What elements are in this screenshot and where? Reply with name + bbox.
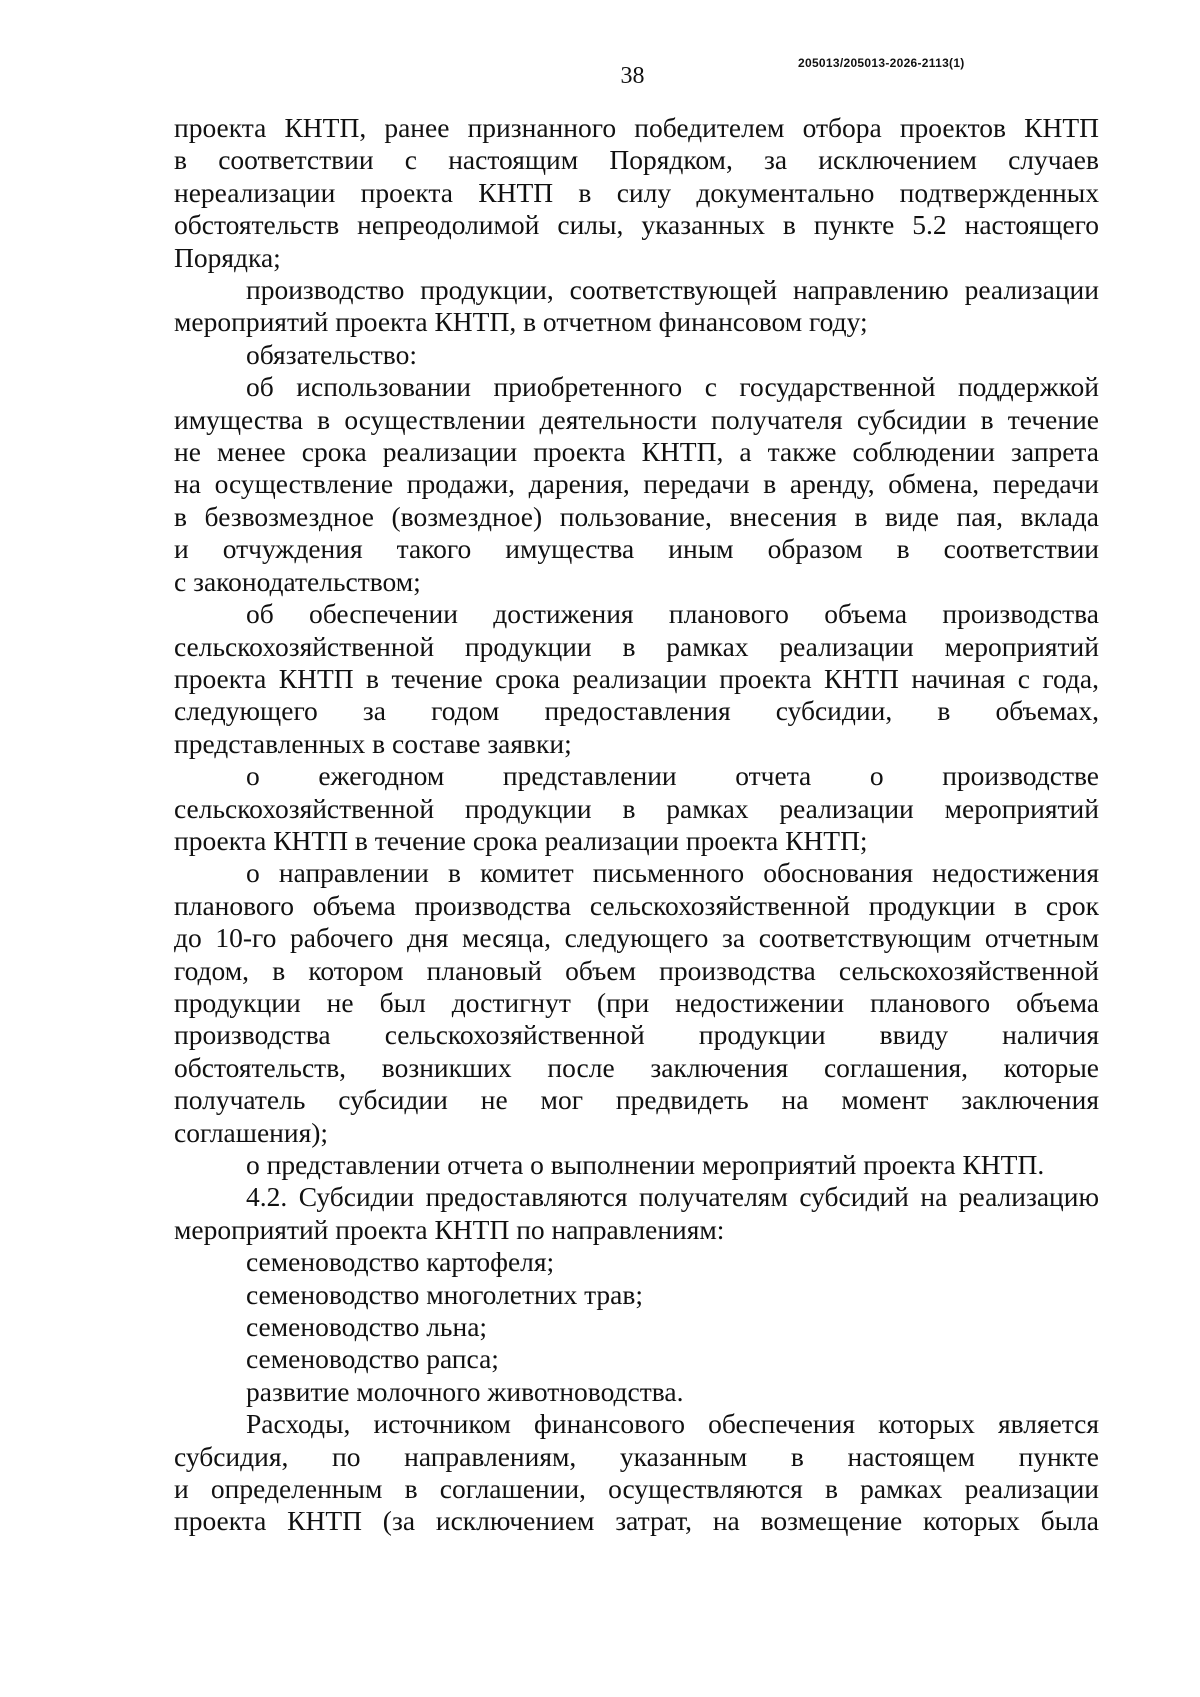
paragraph-15-line-3: и определенным в соглашении, осуществляются в рамках реализации [174, 1473, 1099, 1505]
paragraph-6-line-2: сельскохозяйственной продукции в рамках реализации мероприятий [174, 792, 1099, 824]
paragraph-7-line-4: годом, в котором плановый объем производства сельскохозяйственной [174, 954, 1099, 986]
paragraph-5-line-3: проекта КНТП в течение срока реализации проекта КНТП начиная с года, [174, 662, 1099, 694]
paragraph-9-line-2: мероприятий проекта КНТП по направлениям: [174, 1213, 725, 1245]
paragraph-4-line-2: имущества в осуществлении деятельности получателя субсидии в течение [174, 403, 1099, 435]
paragraph-14-line-1: развитие молочного животноводства. [246, 1375, 684, 1407]
paragraph-4-line-5: в безвозмездное (возмездное) пользование, внесения в виде пая, вклада [174, 500, 1099, 532]
paragraph-1-line-1: проекта КНТП, ранее признанного победителем отбора проектов КНТП [174, 112, 1099, 143]
paragraph-7-line-9: соглашения); [174, 1116, 329, 1148]
paragraph-12-line-1: семеноводство льна; [246, 1311, 488, 1343]
page-number: 38 [620, 63, 645, 89]
paragraph-1-line-3: нереализации проекта КНТП в силу документально подтвержденных [174, 176, 1099, 208]
paragraph-4-line-3: не менее срока реализации проекта КНТП, а также соблюдении запрета [174, 436, 1099, 468]
paragraph-7-line-8: получатель субсидии не мог предвидеть на момент заключения [174, 1084, 1099, 1116]
paragraph-2-line-1: производство продукции, соответствующей направлению реализации [246, 274, 1099, 306]
paragraph-9-line-1: 4.2. Субсидии предоставляются получателям субсидий на реализацию [246, 1181, 1099, 1213]
paragraph-7-line-1: о направлении в комитет письменного обоснования недостижения [246, 857, 1099, 889]
paragraph-1-line-5: Порядка; [174, 241, 281, 273]
paragraph-15-line-4: проекта КНТП (за исключением затрат, на возмещение которых была [174, 1505, 1099, 1537]
paragraph-1-line-2: в соответствии с настоящим Порядком, за исключением случаев [174, 144, 1099, 176]
paragraph-10-line-1: семеноводство картофеля; [246, 1246, 555, 1278]
paragraph-2-line-2: мероприятий проекта КНТП, в отчетном финансовом году; [174, 306, 868, 338]
paragraph-6-line-3: проекта КНТП в течение срока реализации проекта КНТП; [174, 824, 868, 856]
paragraph-4-line-6: и отчуждения такого имущества иным образом в соответствии [174, 533, 1099, 565]
paragraph-15-line-2: субсидия, по направлениям, указанным в настоящем пункте [174, 1440, 1099, 1472]
paragraph-4-line-1: об использовании приобретенного с государственной поддержкой [246, 371, 1099, 403]
paragraph-5-line-1: об обеспечении достижения планового объема производства [246, 598, 1099, 630]
paragraph-13-line-1: семеноводство рапса; [246, 1343, 499, 1375]
paragraph-7-line-5: продукции не был достигнут (при недостижении планового объема [174, 986, 1099, 1018]
paragraph-4-line-4: на осуществление продажи, дарения, передачи в аренду, обмена, передачи [174, 468, 1099, 500]
paragraph-7-line-2: планового объема производства сельскохозяйственной продукции в срок [174, 889, 1099, 921]
paragraph-7-line-6: производства сельскохозяйственной продукции ввиду наличия [174, 1019, 1099, 1051]
paragraph-5-line-2: сельскохозяйственной продукции в рамках реализации мероприятий [174, 630, 1099, 662]
paragraph-5-line-5: представленных в составе заявки; [174, 727, 572, 759]
document-id: 205013/205013-2026-2113(1) [798, 56, 965, 70]
paragraph-7-line-7: обстоятельств, возникших после заключения соглашения, которые [174, 1051, 1099, 1083]
paragraph-7-line-3: до 10-го рабочего дня месяца, следующего за соответствующим отчетным [174, 922, 1099, 954]
paragraph-3-line-1: обязательство: [246, 338, 417, 370]
paragraph-5-line-4: следующего за годом предоставления субсидии, в объемах, [174, 695, 1099, 727]
paragraph-6-line-1: о ежегодном представлении отчета о производстве [246, 760, 1099, 792]
paragraph-4-line-7: с законодательством; [174, 565, 421, 597]
document-body [174, 112, 1099, 1538]
paragraph-11-line-1: семеноводство многолетних трав; [246, 1278, 644, 1310]
paragraph-1-line-4: обстоятельств непреодолимой силы, указанных в пункте 5.2 настоящего [174, 209, 1099, 241]
paragraph-8-line-1: о представлении отчета о выполнении мероприятий проекта КНТП. [246, 1149, 1045, 1180]
paragraph-15-line-1: Расходы, источником финансового обеспечения которых является [246, 1408, 1099, 1440]
